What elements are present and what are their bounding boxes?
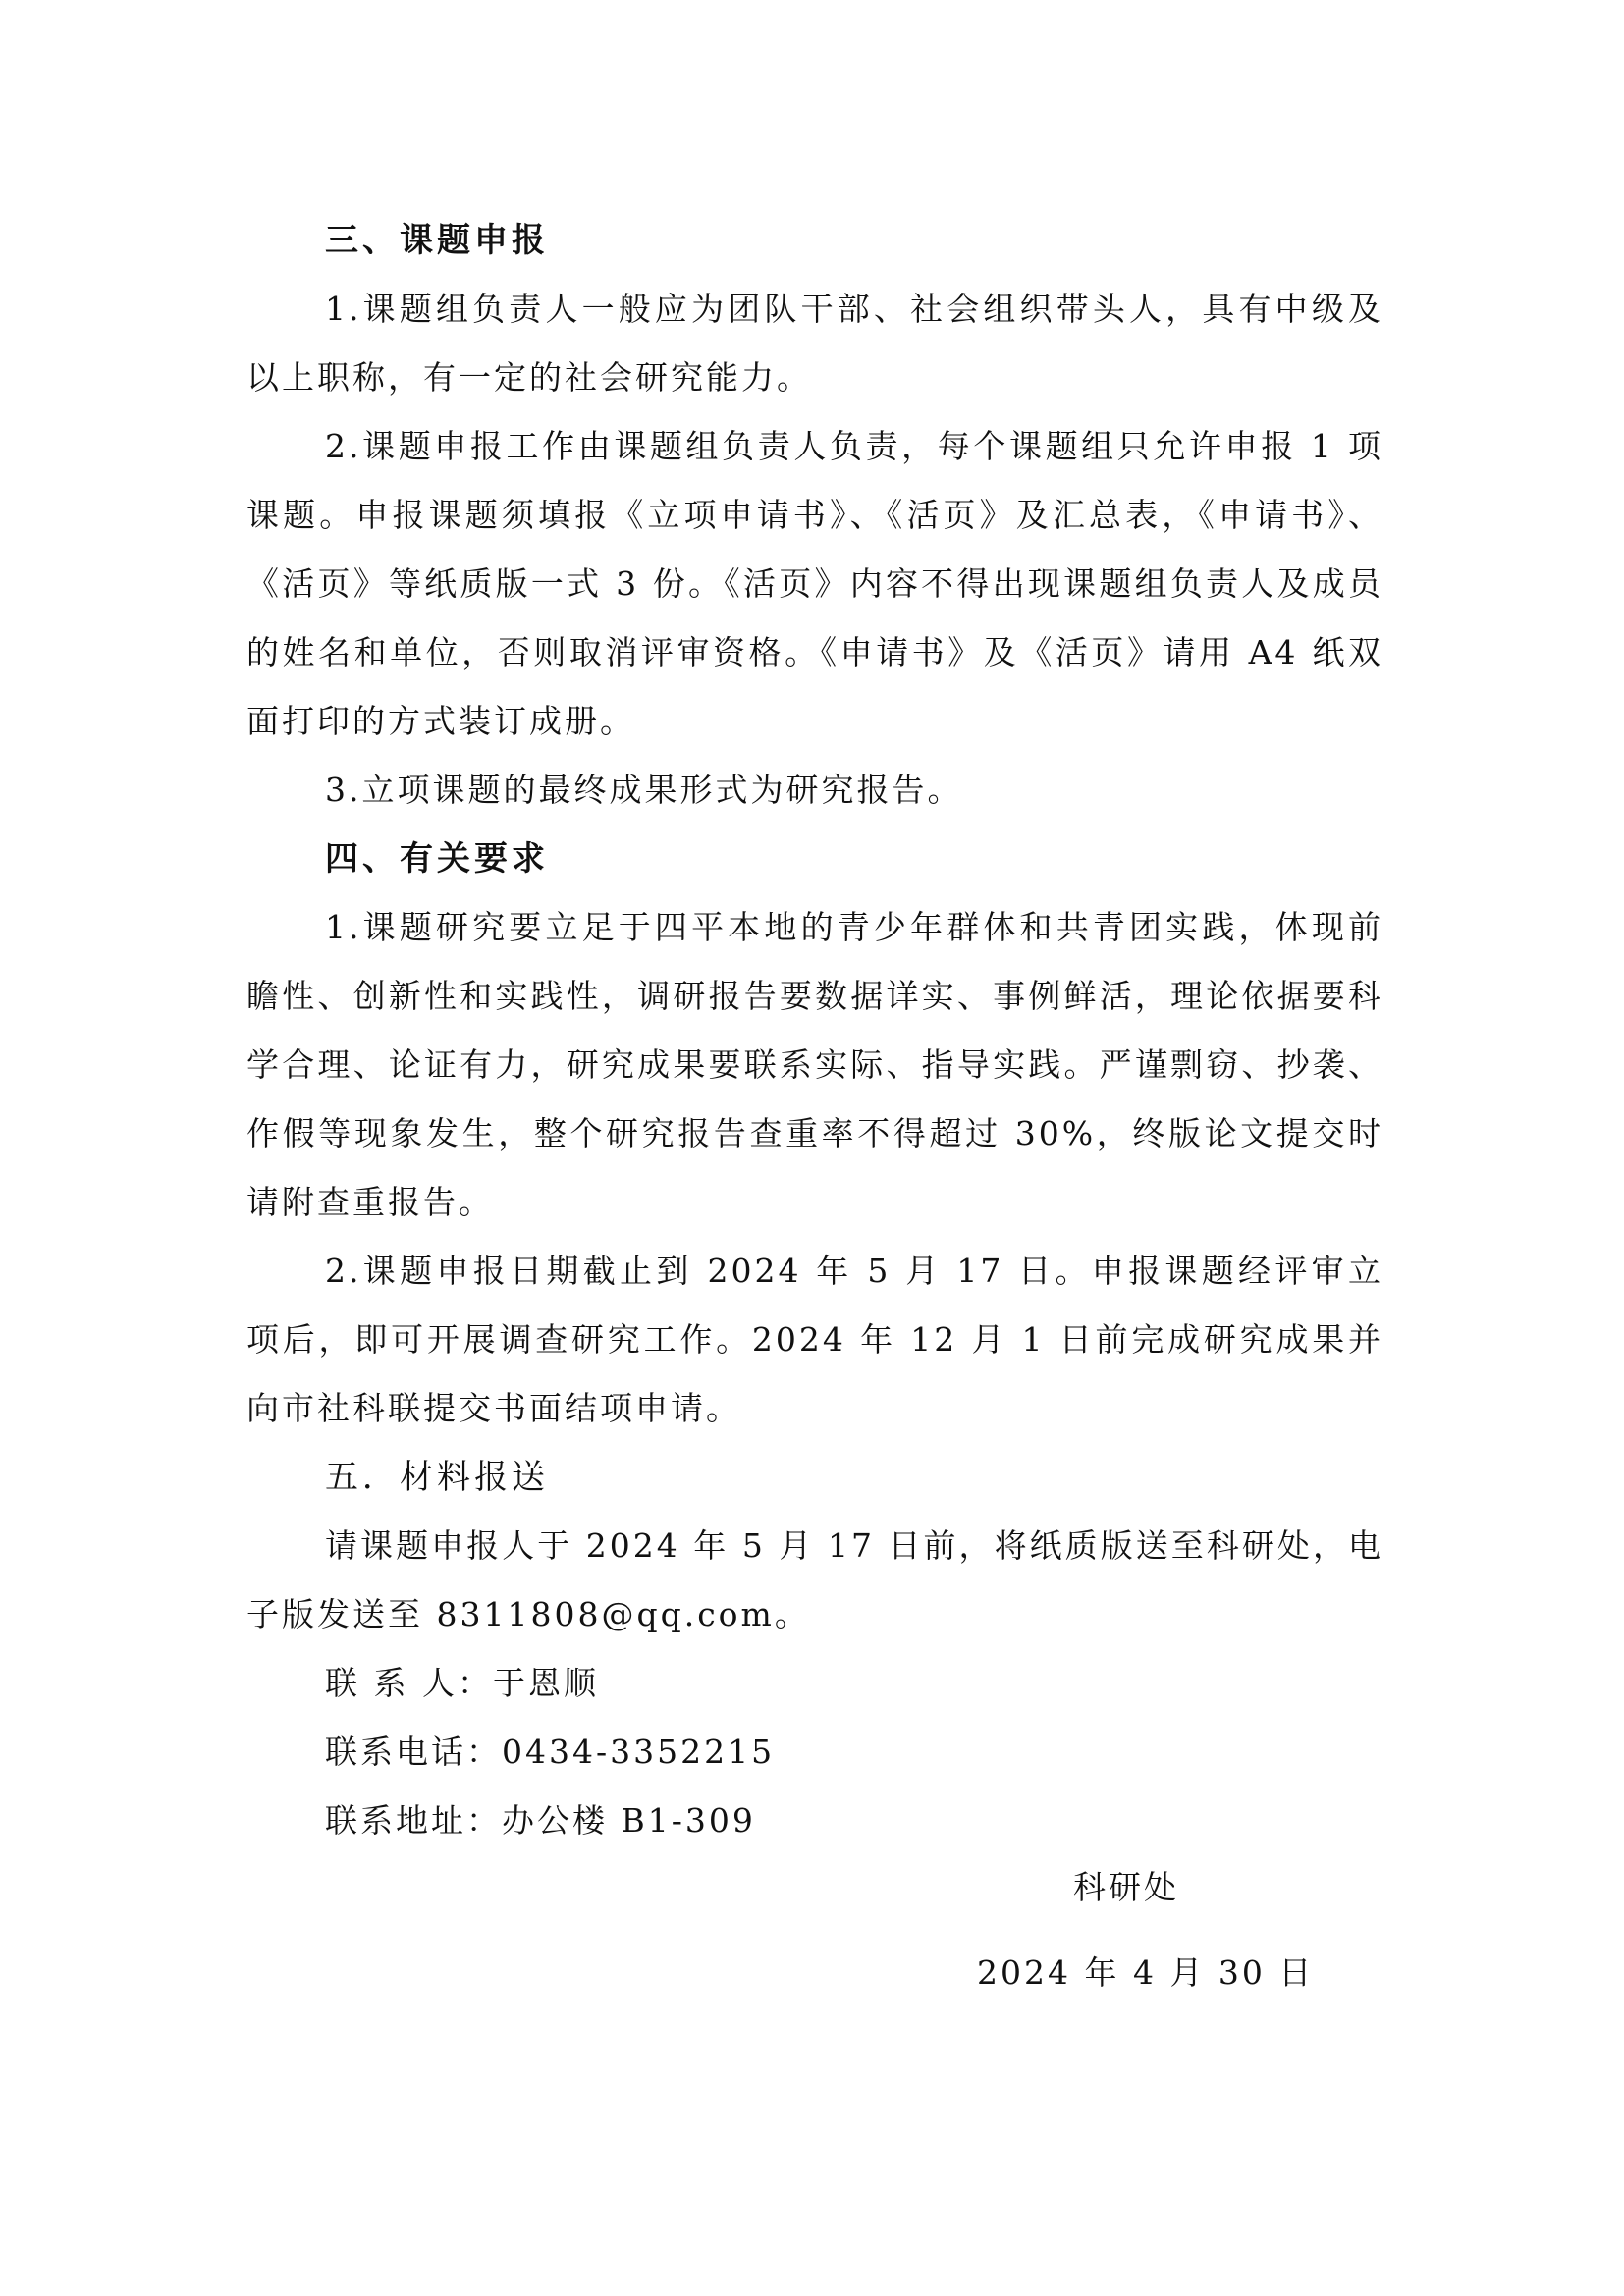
paragraph-4-2: 2.课题申报日期截止到 2024 年 5 月 17 日。申报课题经评审立项后，即可开展调查研究工作。2024 年 12 月 1 日前完成研究成果并向市社科联提交书面结项申请。 xyxy=(246,1252,1383,1427)
document-body xyxy=(246,206,1383,1855)
paragraph-5-1: 请课题申报人于 2024 年 5 月 17 日前，将纸质版送至科研处，电子版发送至 8311808@qq.com。 xyxy=(246,1526,1383,1633)
contact-phone: 联系电话：0434-3352215 xyxy=(325,1733,776,1771)
section-heading-5: 五．材料报送 xyxy=(325,1458,549,1497)
paragraph-3-1: 1.课题组负责人一般应为团队干部、社会组织带头人，具有中级及以上职称，有一定的社会研究能力。 xyxy=(246,290,1383,397)
signature-organization: 科研处 xyxy=(1073,1868,1179,1906)
paragraph-3-3: 3.立项课题的最终成果形式为研究报告。 xyxy=(325,771,963,809)
contact-address: 联系地址：办公楼 B1-309 xyxy=(325,1801,756,1840)
paragraph-4-1: 1.课题研究要立足于四平本地的青少年群体和共青团实践，体现前瞻性、创新性和实践性，调研报告要数据详实、事例鲜活，理论依据要科学合理、论证有力，研究成果要联系实际、指导实践。严谨剽窃、抄袭、作假等现象发生，整个研究报告查重率不得超过 30%，终版论文提交时请附查重报告。 xyxy=(246,908,1383,1221)
contact-person: 联 系 人：于恩顺 xyxy=(325,1664,599,1702)
section-heading-3: 三、课题申报 xyxy=(325,221,549,260)
paragraph-3-2: 2.课题申报工作由课题组负责人负责，每个课题组只允许申报 1 项课题。申报课题须填报《立项申请书》、《活页》及汇总表，《申请书》、《活页》等纸质版一式 3 份。《活页》内容不得出现课题组负责人及成员的姓名和单位，否则取消评审资格。《申请书》及《活页》请用 A4 纸双面打印的方式装订成册。 xyxy=(246,427,1383,740)
section-heading-4: 四、有关要求 xyxy=(325,839,549,879)
signature-date: 2024 年 4 月 30 日 xyxy=(977,1953,1315,1992)
